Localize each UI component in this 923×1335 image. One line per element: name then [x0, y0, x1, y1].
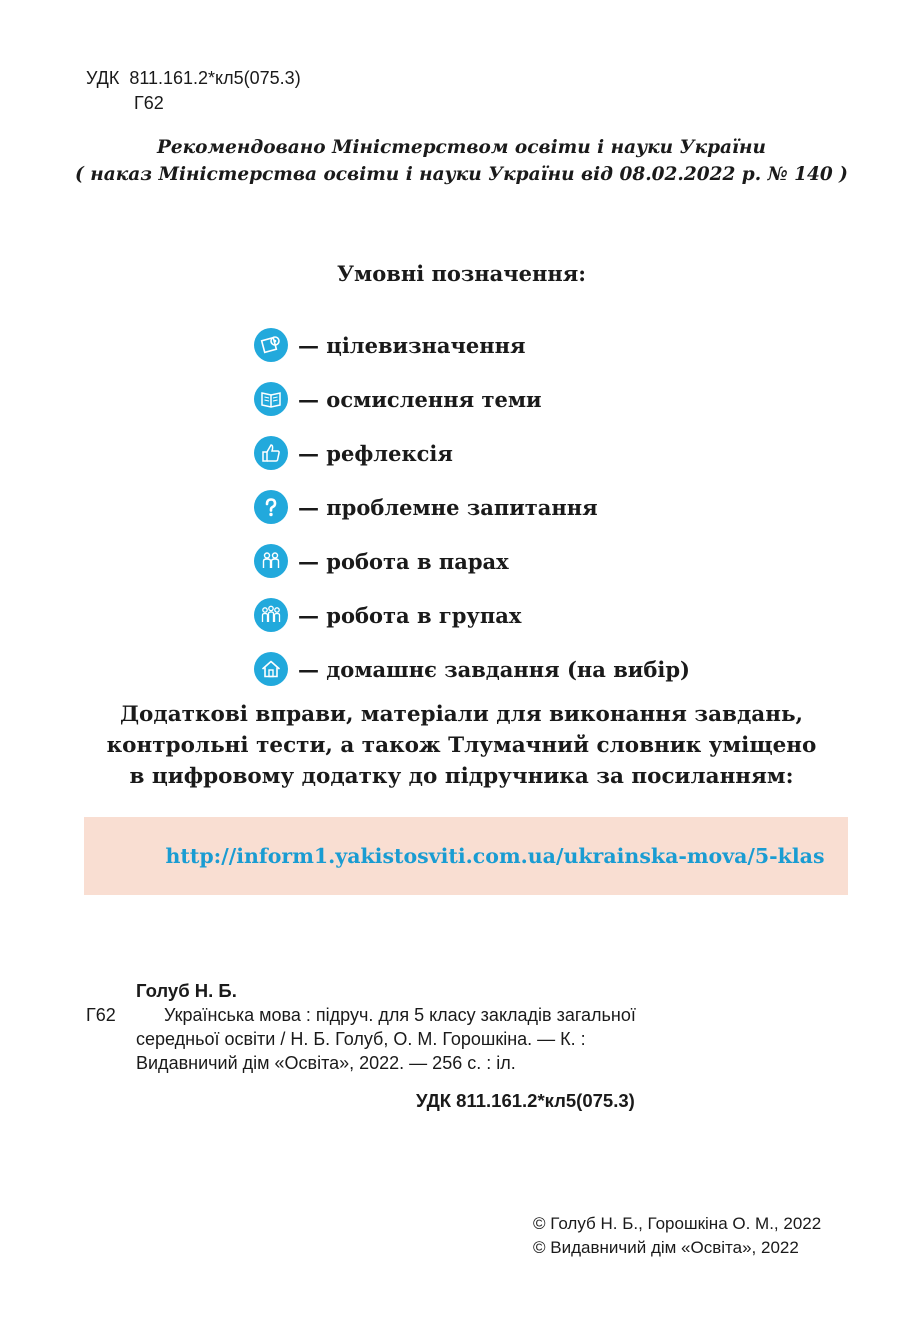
copyright-block	[533, 1212, 821, 1260]
legend-item-topic	[254, 372, 690, 426]
legend-label: — домашнє завдання (на вибір)	[298, 656, 690, 682]
question-icon	[254, 490, 288, 524]
legend-label: — осмислення теми	[298, 386, 542, 412]
legend-label: — цілевизначення	[298, 332, 526, 358]
copyright-publisher: © Видавничий дім «Освіта», 2022	[533, 1238, 799, 1257]
legend-item-problem-question	[254, 480, 690, 534]
udk-code: 811.161.2*кл5(075.3)	[129, 68, 301, 88]
extra-line-1: Додаткові вправи, матеріали для виконання завдань,	[119, 702, 804, 727]
legend-label: — проблемне запитання	[298, 494, 598, 520]
copyright-authors: © Голуб Н. Б., Горошкіна О. М., 2022	[533, 1214, 822, 1233]
legend-item-group-work	[254, 588, 690, 642]
legend-list	[254, 318, 690, 696]
bib-description-row	[86, 1003, 706, 1075]
legend-label: — рефлексія	[298, 440, 453, 466]
legend-label: — робота в групах	[298, 602, 522, 628]
legend-item-reflection	[254, 426, 690, 480]
legend-item-pair-work	[254, 534, 690, 588]
udk-label: УДК	[86, 68, 120, 88]
udk-header	[86, 66, 301, 116]
legend-item-homework	[254, 642, 690, 696]
bibliographic-record	[86, 979, 706, 1075]
bib-index: Г62	[86, 1005, 116, 1025]
bib-line-3: Видавничий дім «Освіта», 2022. — 256 с. : іл.	[136, 1053, 516, 1073]
bib-description	[136, 1003, 706, 1075]
recommendation-line-1: Рекомендовано Міністерством освіти і науки України	[156, 137, 766, 158]
pair-icon	[254, 544, 288, 578]
target-icon	[254, 328, 288, 362]
extra-line-3: в цифровому додатку до підручника за посиланням:	[129, 764, 794, 789]
legend-title: Умовні позначення:	[336, 261, 587, 286]
book-icon	[254, 382, 288, 416]
ministry-recommendation	[0, 134, 923, 188]
udk-row	[86, 66, 301, 91]
bib-udk: УДК 811.161.2*кл5(075.3)	[416, 1090, 635, 1111]
group-icon	[254, 598, 288, 632]
bib-author: Голуб Н. Б.	[136, 980, 237, 1001]
digital-supplement-link-box	[84, 817, 848, 895]
bib-line-1: Українська мова : підруч. для 5 класу закладів загальної	[164, 1005, 636, 1025]
catalog-index: Г62	[134, 93, 164, 113]
home-icon	[254, 652, 288, 686]
digital-supplement-link[interactable]: http://inform1.yakistosviti.com.ua/ukrainska-mova/5-klas	[165, 844, 825, 868]
extra-materials-notice	[0, 699, 923, 792]
thumbs-up-icon	[254, 436, 288, 470]
recommendation-line-2: ( наказ Міністерства освіти і науки України від 08.02.2022 р. № 140 )	[75, 164, 848, 185]
legend-item-goal	[254, 318, 690, 372]
legend-label: — робота в парах	[298, 548, 509, 574]
extra-line-2: контрольні тести, а також Тлумачний словник уміщено	[106, 733, 817, 758]
bib-line-2: середньої освіти / Н. Б. Голуб, О. М. Горошкіна. — К. :	[136, 1029, 586, 1049]
